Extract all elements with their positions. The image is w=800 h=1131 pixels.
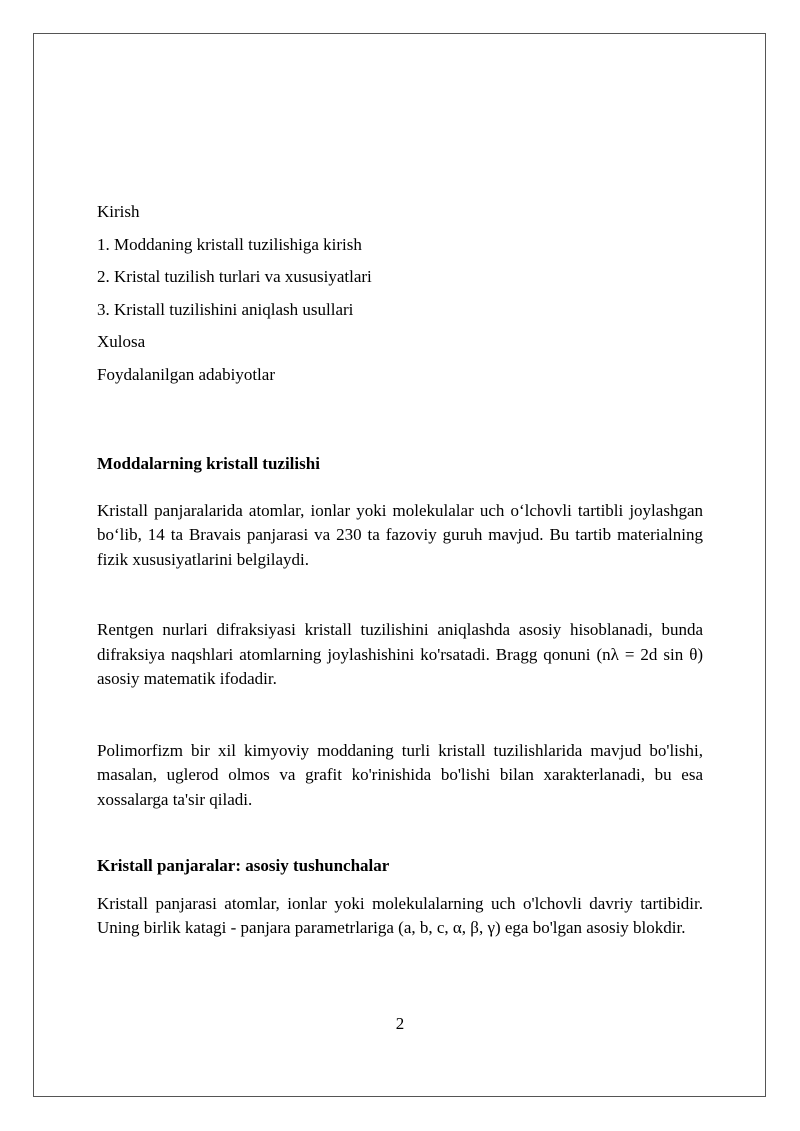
section-heading: Kristall panjaralar: asosiy tushunchalar (97, 856, 390, 875)
section-heading: Moddalarning kristall tuzilishi (97, 454, 320, 473)
table-of-contents (97, 200, 703, 387)
paragraph: Polimorfizm bir xil kimyoviy moddaning turli kristall tuzilishlarida mavjud bo'lishi, masalan, uglerod olmos va grafit ko'rinishida bo'lishi bilan xarakterlanadi, bu esa xossalarga ta'sir qiladi. (97, 740, 703, 809)
paragraph: Kristall panjaralarida atomlar, ionlar yoki molekulalar uch o‘lchovli tartibli joylashgan bo‘lib, 14 ta Bravais panjarasi va 230 ta fazoviy guruh mavjud. Bu tartib materialning fizik xususiyatlarini belgilaydi. (97, 500, 703, 569)
toc-item-chapter-3: 3. Kristall tuzilishini aniqlash usullari (97, 299, 354, 319)
toc-item-conclusion: Xulosa (97, 332, 146, 351)
toc-item-chapter-1: 1. Moddaning kristall tuzilishiga kirish (97, 234, 362, 254)
toc-item-chapter-2: 2. Kristal tuzilish turlari va xususiyatlari (97, 267, 372, 286)
toc-item-intro: Kirish (97, 202, 140, 221)
toc-item-references: Foydalanilgan adabiyotlar (97, 364, 275, 384)
paragraph: Kristall panjarasi atomlar, ionlar yoki molekulalarning uch o'lchovli davriy tartibidir. Uning birlik katagi - panjara parametrlariga (a, b, c, α, β, γ) ega bo'lgan asosiy blokdir. (97, 893, 703, 937)
paragraph: Rentgen nurlari difraksiyasi kristall tuzilishini aniqlashda asosiy hisoblanadi, bunda difraksiya naqshlari atomlarning joylashishini ko'rsatadi. Bragg qonuni (nλ = 2d sin θ) asosiy matematik ifodadir. (97, 620, 703, 688)
page-content (97, 200, 703, 941)
page-number: 2 (395, 1014, 405, 1033)
